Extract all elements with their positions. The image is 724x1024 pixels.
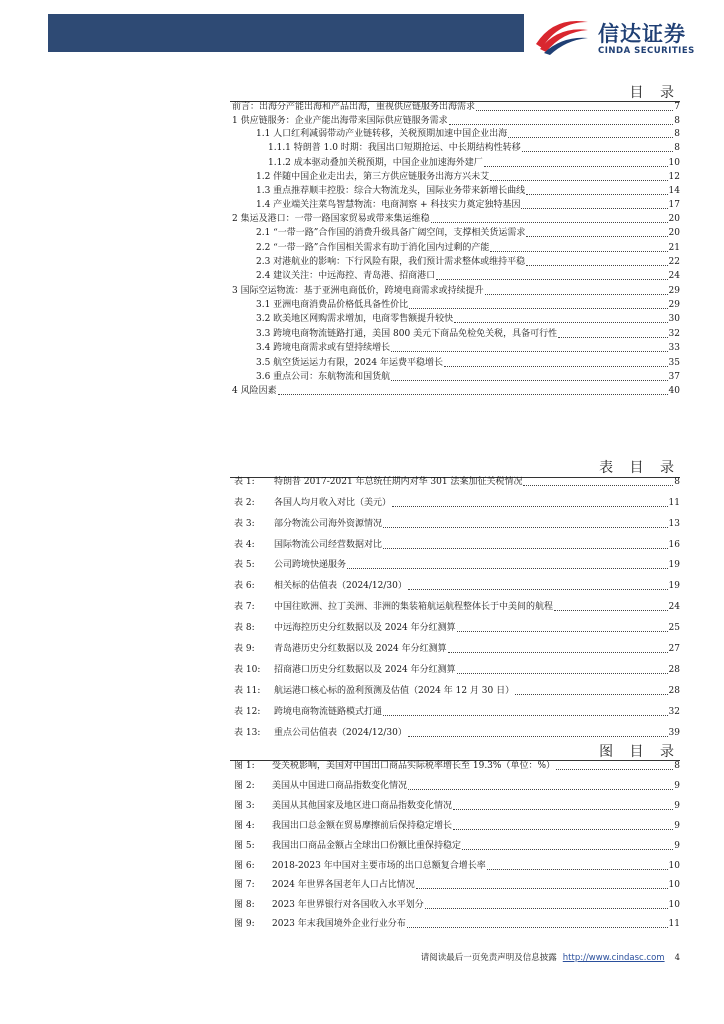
toc-entry[interactable]: 2.4 建议关注：中远海控、青岛港、招商港口 24 [256, 271, 680, 281]
toc-entry[interactable]: 2.2 “一带一路”合作国相关需求有助于消化国内过剩的产能 21 [256, 243, 680, 253]
cinda-logo-icon [532, 16, 592, 56]
toc-entry[interactable]: 3 国际空运物流：基于亚洲电商低价，跨境电商需求或持续提升 29 [232, 286, 680, 296]
table-entry[interactable]: 表 13: 重点公司估值表（2024/12/30） 39 [234, 728, 680, 738]
table-entry[interactable]: 表 2: 各国人均月收入对比（美元） 11 [234, 498, 680, 508]
logo-chinese-name: 信达证券 [598, 22, 686, 46]
toc-entry[interactable]: 1.1.1 特朗普 1.0 时期：我国出口短期抢运、中长期结构性转移 8 [268, 143, 680, 153]
table-entry[interactable]: 表 1: 特朗普 2017-2021 年总统任期内对华 301 法案加征关税情况 8 [234, 477, 680, 487]
toc-entry[interactable]: 4 风险因素 40 [232, 386, 680, 396]
figure-entry[interactable]: 图 5: 我国出口商品金额占全球出口份额比重保持稳定 9 [234, 841, 680, 851]
toc-entry[interactable]: 3.6 重点公司：东航物流和国货航 37 [256, 372, 680, 382]
table-entry[interactable]: 表 9: 青岛港历史分红数据以及 2024 年分红测算 27 [234, 644, 680, 654]
brand-logo [530, 14, 710, 58]
toc-entry[interactable]: 3.3 跨境电商物流链路打通，美国 800 美元下商品免检免关税，具备可行性 32 [256, 329, 680, 339]
table-entry[interactable]: 表 5: 公司跨境快递服务 19 [234, 560, 680, 570]
table-entry[interactable]: 表 3: 部分物流公司海外资源情况 13 [234, 519, 680, 529]
toc-entry[interactable]: 3.5 航空货运运力有限，2024 年运费平稳增长 35 [256, 358, 680, 368]
figure-entry[interactable]: 图 3: 美国从其他国家及地区进口商品指数变化情况 9 [234, 801, 680, 811]
toc-entry[interactable]: 3.4 跨境电商需求或有望持续增长 33 [256, 343, 680, 353]
figure-entry[interactable]: 图 9: 2023 年末我国境外企业行业分布 11 [234, 919, 680, 929]
page-number: 4 [674, 953, 680, 963]
table-entry[interactable]: 表 8: 中远海控历史分红数据以及 2024 年分红测算 25 [234, 623, 680, 633]
toc-entry[interactable]: 3.1 亚洲电商消费品价格低具备性价比 29 [256, 300, 680, 310]
header-bar [48, 14, 524, 52]
toc-entry[interactable]: 2 集运及港口：一带一路国家贸易或带来集运维稳 20 [232, 214, 680, 224]
figures-list-title: 图 目 录 [599, 744, 680, 760]
figure-entry[interactable]: 图 7: 2024 年世界各国老年人口占比情况 10 [234, 880, 680, 890]
toc-entry[interactable]: 1 供应链服务：企业产能出海带来国际供应链服务需求 8 [232, 116, 680, 126]
toc-entry[interactable]: 1.4 产业端关注菜鸟智慧物流：电商洞察 + 科技实力奠定独特基因 17 [256, 200, 680, 210]
table-entry[interactable]: 表 10: 招商港口历史分红数据以及 2024 年分红测算 28 [234, 665, 680, 675]
table-entry[interactable]: 表 4: 国际物流公司经营数据对比 16 [234, 540, 680, 550]
toc-entry[interactable]: 2.3 对港航业的影响：下行风险有限，我们预计需求整体或维持平稳 22 [256, 257, 680, 267]
figure-entry[interactable]: 图 8: 2023 年世界银行对各国收入水平划分 10 [234, 900, 680, 910]
figure-entry[interactable]: 图 4: 我国出口总金额在贸易摩擦前后保持稳定增长 9 [234, 821, 680, 831]
table-entry[interactable]: 表 6: 相关标的估值表（2024/12/30） 19 [234, 581, 680, 591]
toc-entry[interactable]: 1.3 重点推荐顺丰控股：综合大物流龙头，国际业务带来新增长曲线 14 [256, 186, 680, 196]
figure-entry[interactable]: 图 2: 美国从中国进口商品指数变化情况 9 [234, 781, 680, 791]
toc-entry[interactable]: 1.1.2 成本驱动叠加关税预期，中国企业加速海外建厂 10 [268, 158, 680, 168]
table-entry[interactable]: 表 11: 航运港口核心标的盈利预测及估值（2024 年 12 月 30 日） 28 [234, 686, 680, 696]
toc-entry[interactable]: 2.1 “一带一路”合作国的消费升级具备广阔空间，支撑相关货运需求 20 [256, 228, 680, 238]
toc-entry[interactable]: 3.2 欧美地区网购需求增加，电商零售额提升较快 30 [256, 314, 680, 324]
figure-entry[interactable]: 图 1: 受关税影响，美国对中国出口商品实际税率增长至 19.3%（单位：%） 8 [234, 761, 680, 771]
disclaimer-text: 请阅读最后一页免责声明及信息披露 [420, 953, 557, 963]
toc-title: 目 录 [629, 85, 680, 101]
figure-entry[interactable]: 图 6: 2018-2023 年中国对主要市场的出口总额复合增长率 10 [234, 861, 680, 871]
toc-entry[interactable]: 1.2 伴随中国企业走出去，第三方供应链服务出海方兴未艾 12 [256, 172, 680, 182]
logo-english-name: CINDA SECURITIES [598, 46, 695, 56]
toc-entry[interactable]: 前言：出海分产能出海和产品出海，重视供应链服务出海需求 7 [232, 102, 680, 112]
table-entry[interactable]: 表 7: 中国往欧洲、拉丁美洲、非洲的集装箱航运航程整体长于中美间的航程 24 [234, 602, 680, 612]
page-footer [0, 951, 680, 964]
table-entry[interactable]: 表 12: 跨境电商物流链路模式打通 32 [234, 707, 680, 717]
tables-list-title: 表 目 录 [599, 460, 680, 476]
website-link[interactable]: http://www.cindasc.com [562, 953, 665, 963]
toc-entry[interactable]: 1.1 人口红利减弱带动产业链转移，关税预期加速中国企业出海 8 [256, 129, 680, 139]
